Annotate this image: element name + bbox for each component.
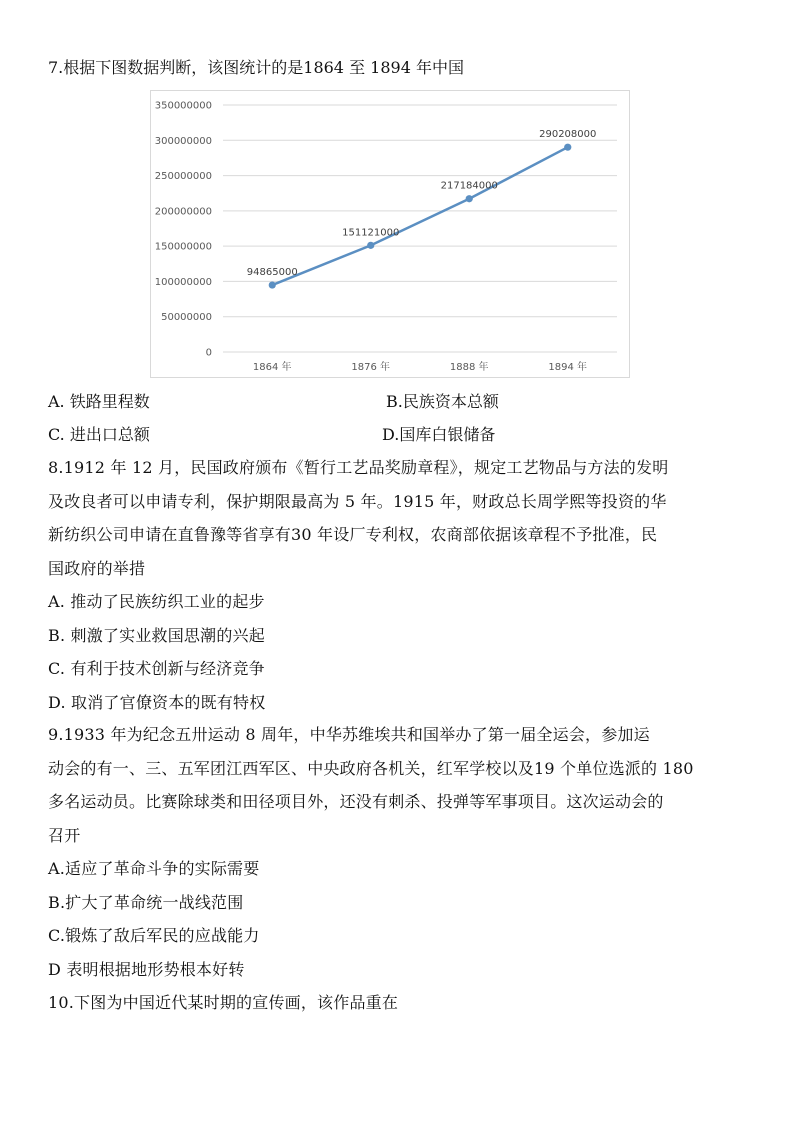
- q9-option-b: B.扩大了革命统一战线范围: [48, 892, 244, 912]
- x-tick-label: 1876 年: [351, 362, 391, 373]
- question-10-title: 10.下图为中国近代某时期的宣传画，该作品重在: [48, 993, 399, 1012]
- data-point: [269, 281, 276, 288]
- y-tick-label: 250000000: [154, 171, 212, 183]
- chart-gridlines: [223, 105, 617, 352]
- chart-x-ticks: [253, 360, 587, 373]
- data-point: [564, 144, 571, 151]
- x-tick-label: 1864 年: [252, 362, 292, 373]
- q8-line: 新纺织公司申请在直鲁豫等省享有30 年设厂专利权，农商部依据该章程不予批准，民: [48, 525, 658, 544]
- question-8-stem: [48, 451, 748, 719]
- q8-option-c: C. 有利于技术创新与经济竞争: [48, 659, 265, 678]
- chart-canvas: [151, 91, 631, 379]
- chart-series: [269, 144, 572, 289]
- line-chart: [150, 90, 630, 378]
- y-tick-label: 300000000: [154, 135, 212, 147]
- q9-option-c: C.锻炼了敌后军民的应战能力: [48, 926, 260, 945]
- q7-option-c: C. 进出口总额: [48, 425, 150, 444]
- chart-data-labels: [247, 129, 597, 278]
- q8-option-d: D. 取消了官僚资本的既有特权: [48, 692, 266, 712]
- y-tick-label: 50000000: [161, 312, 212, 324]
- q8-option-a: A. 推动了民族纺织工业的起步: [48, 592, 265, 611]
- y-tick-label: 200000000: [154, 206, 212, 218]
- q7-option-a: A. 铁路里程数: [48, 392, 150, 411]
- y-tick-label: 150000000: [154, 241, 212, 253]
- q7-option-d: D.国库白银储备: [382, 425, 496, 444]
- q9-line: 动会的有一、三、五军团江西军区、中央政府各机关，红军学校以及19 个单位选派的 180: [48, 758, 694, 778]
- y-tick-label: 100000000: [154, 276, 212, 288]
- data-label: 151121000: [342, 227, 400, 239]
- data-label: 217184000: [440, 180, 498, 192]
- x-tick-label: 1888 年: [449, 362, 489, 373]
- data-point: [367, 242, 374, 249]
- question-9-stem: [48, 718, 748, 1020]
- q7-option-b: B.民族资本总额: [386, 392, 499, 411]
- data-point: [466, 195, 473, 202]
- q8-line: 及改良者可以申请专利，保护期限最高为 5 年。1915 年，财政总长周学熙等投资的华: [48, 491, 667, 511]
- y-tick-label: 350000000: [154, 100, 212, 112]
- data-label: 290208000: [539, 129, 597, 141]
- q9-line: 9.1933 年为纪念五卅运动 8 周年，中华苏维埃共和国举办了第一届全运会，参加运: [48, 725, 650, 744]
- q8-line: 8.1912 年 12 月，民国政府颁布《暂行工艺品奖励章程》，规定工艺物品与方法的发明: [48, 458, 669, 477]
- series-line: [272, 147, 568, 285]
- question-7-title: 7.根据下图数据判断，该图统计的是1864 至 1894 年中国: [48, 58, 464, 77]
- q8-line: 国政府的举措: [48, 558, 146, 578]
- chart-y-ticks: [155, 101, 212, 359]
- q8-option-b: B. 刺激了实业救国思潮的兴起: [48, 625, 265, 645]
- x-tick-label: 1894 年: [548, 362, 588, 373]
- q9-line: 多名运动员。比赛除球类和田径项目外，还没有刺杀、投弹等军事项目。这次运动会的: [48, 792, 664, 811]
- data-label: 94865000: [246, 267, 298, 279]
- q9-option-a: A.适应了革命斗争的实际需要: [48, 859, 260, 878]
- y-tick-label: 0: [205, 347, 212, 359]
- q9-option-d: D 表明根据地形势根本好转: [48, 959, 245, 979]
- q9-line: 召开: [48, 825, 81, 845]
